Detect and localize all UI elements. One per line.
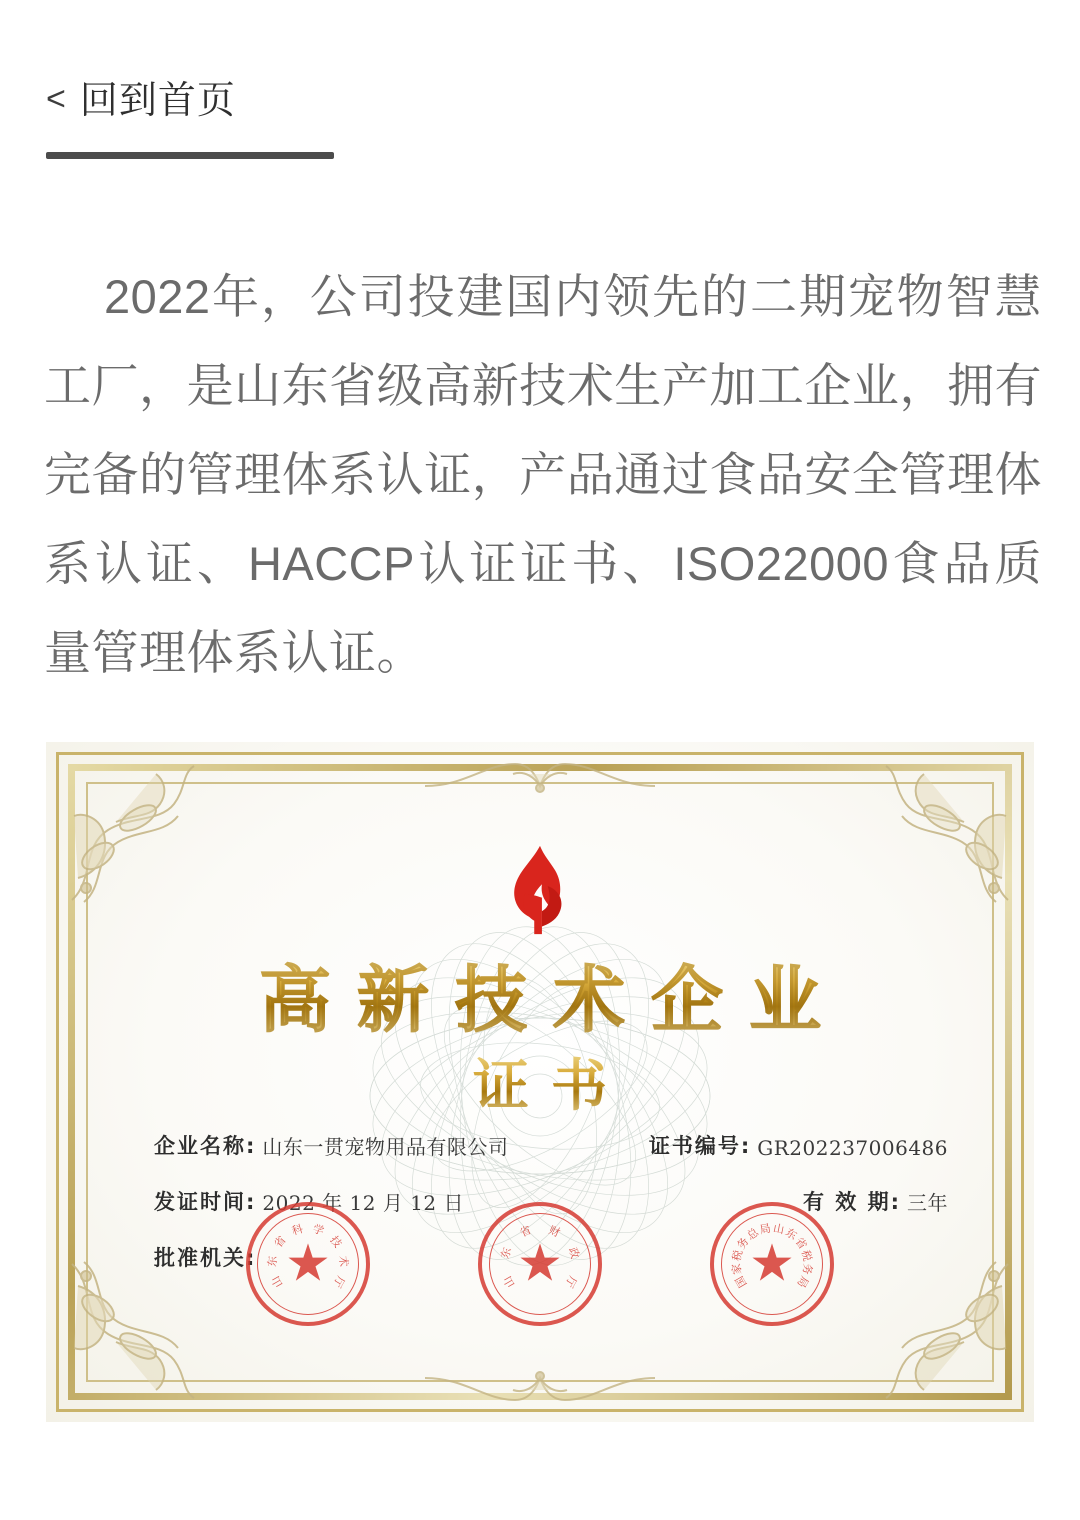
- field-value: 山东一贯宠物用品有限公司: [262, 1135, 509, 1159]
- certificate-seals: [46, 1202, 1034, 1326]
- article-paragraph: 2022年，公司投建国内领先的二期宠物智慧工厂，是山东省级高新技术生产加工企业，拥有完备的管理体系认证，产品通过食品安全管理体系认证、HACCP认证证书、ISO22000食品质量管理体系认证。: [44, 270, 1042, 679]
- seal-shandong-tax-bureau: [710, 1202, 834, 1326]
- field-label: 批准机关:: [154, 1246, 257, 1270]
- field-label: 有 效 期:: [802, 1190, 901, 1214]
- field-value: 2022 年 12 月 12 日: [262, 1191, 464, 1215]
- back-to-home-label: 回到首页: [79, 80, 236, 122]
- certificate-title: 高新技术企业: [46, 942, 1034, 1046]
- star-icon: ★: [518, 1240, 562, 1287]
- certificate-field-row: [154, 1130, 948, 1160]
- header-underline: [46, 152, 334, 159]
- star-icon: ★: [286, 1240, 330, 1287]
- field-value: GR202237006486: [757, 1136, 948, 1160]
- field-label: 证书编号:: [648, 1134, 752, 1158]
- gaoxin-emblem-icon: [492, 842, 588, 938]
- field-value: 三年: [907, 1191, 948, 1215]
- field-label: 发证时间:: [154, 1190, 257, 1214]
- field-company-name: [154, 1130, 508, 1160]
- seal-shandong-finance: [478, 1202, 602, 1326]
- star-icon: ★: [750, 1240, 794, 1287]
- back-to-home-link[interactable]: [46, 82, 236, 120]
- seal-shandong-science-tech: [246, 1202, 370, 1326]
- seal-label: 山 东 省 财 政 厅: [498, 1223, 582, 1290]
- field-certificate-number: [649, 1130, 948, 1160]
- edge-ornament-icon: [425, 1362, 655, 1408]
- certificate-canvas: [46, 742, 1034, 1422]
- chevron-left-icon: <: [46, 80, 66, 118]
- edge-ornament-icon: [425, 756, 655, 802]
- field-label: 企业名称:: [154, 1134, 257, 1158]
- seal-label: 国 家 税 务 总 局 山 东 省 税 务 局: [729, 1221, 815, 1290]
- certificate-image: [46, 742, 1034, 1422]
- seal-label: 山 东 省 科 学 技 术 厅: [265, 1222, 351, 1290]
- certificate-subtitle: 证书: [46, 1042, 1034, 1122]
